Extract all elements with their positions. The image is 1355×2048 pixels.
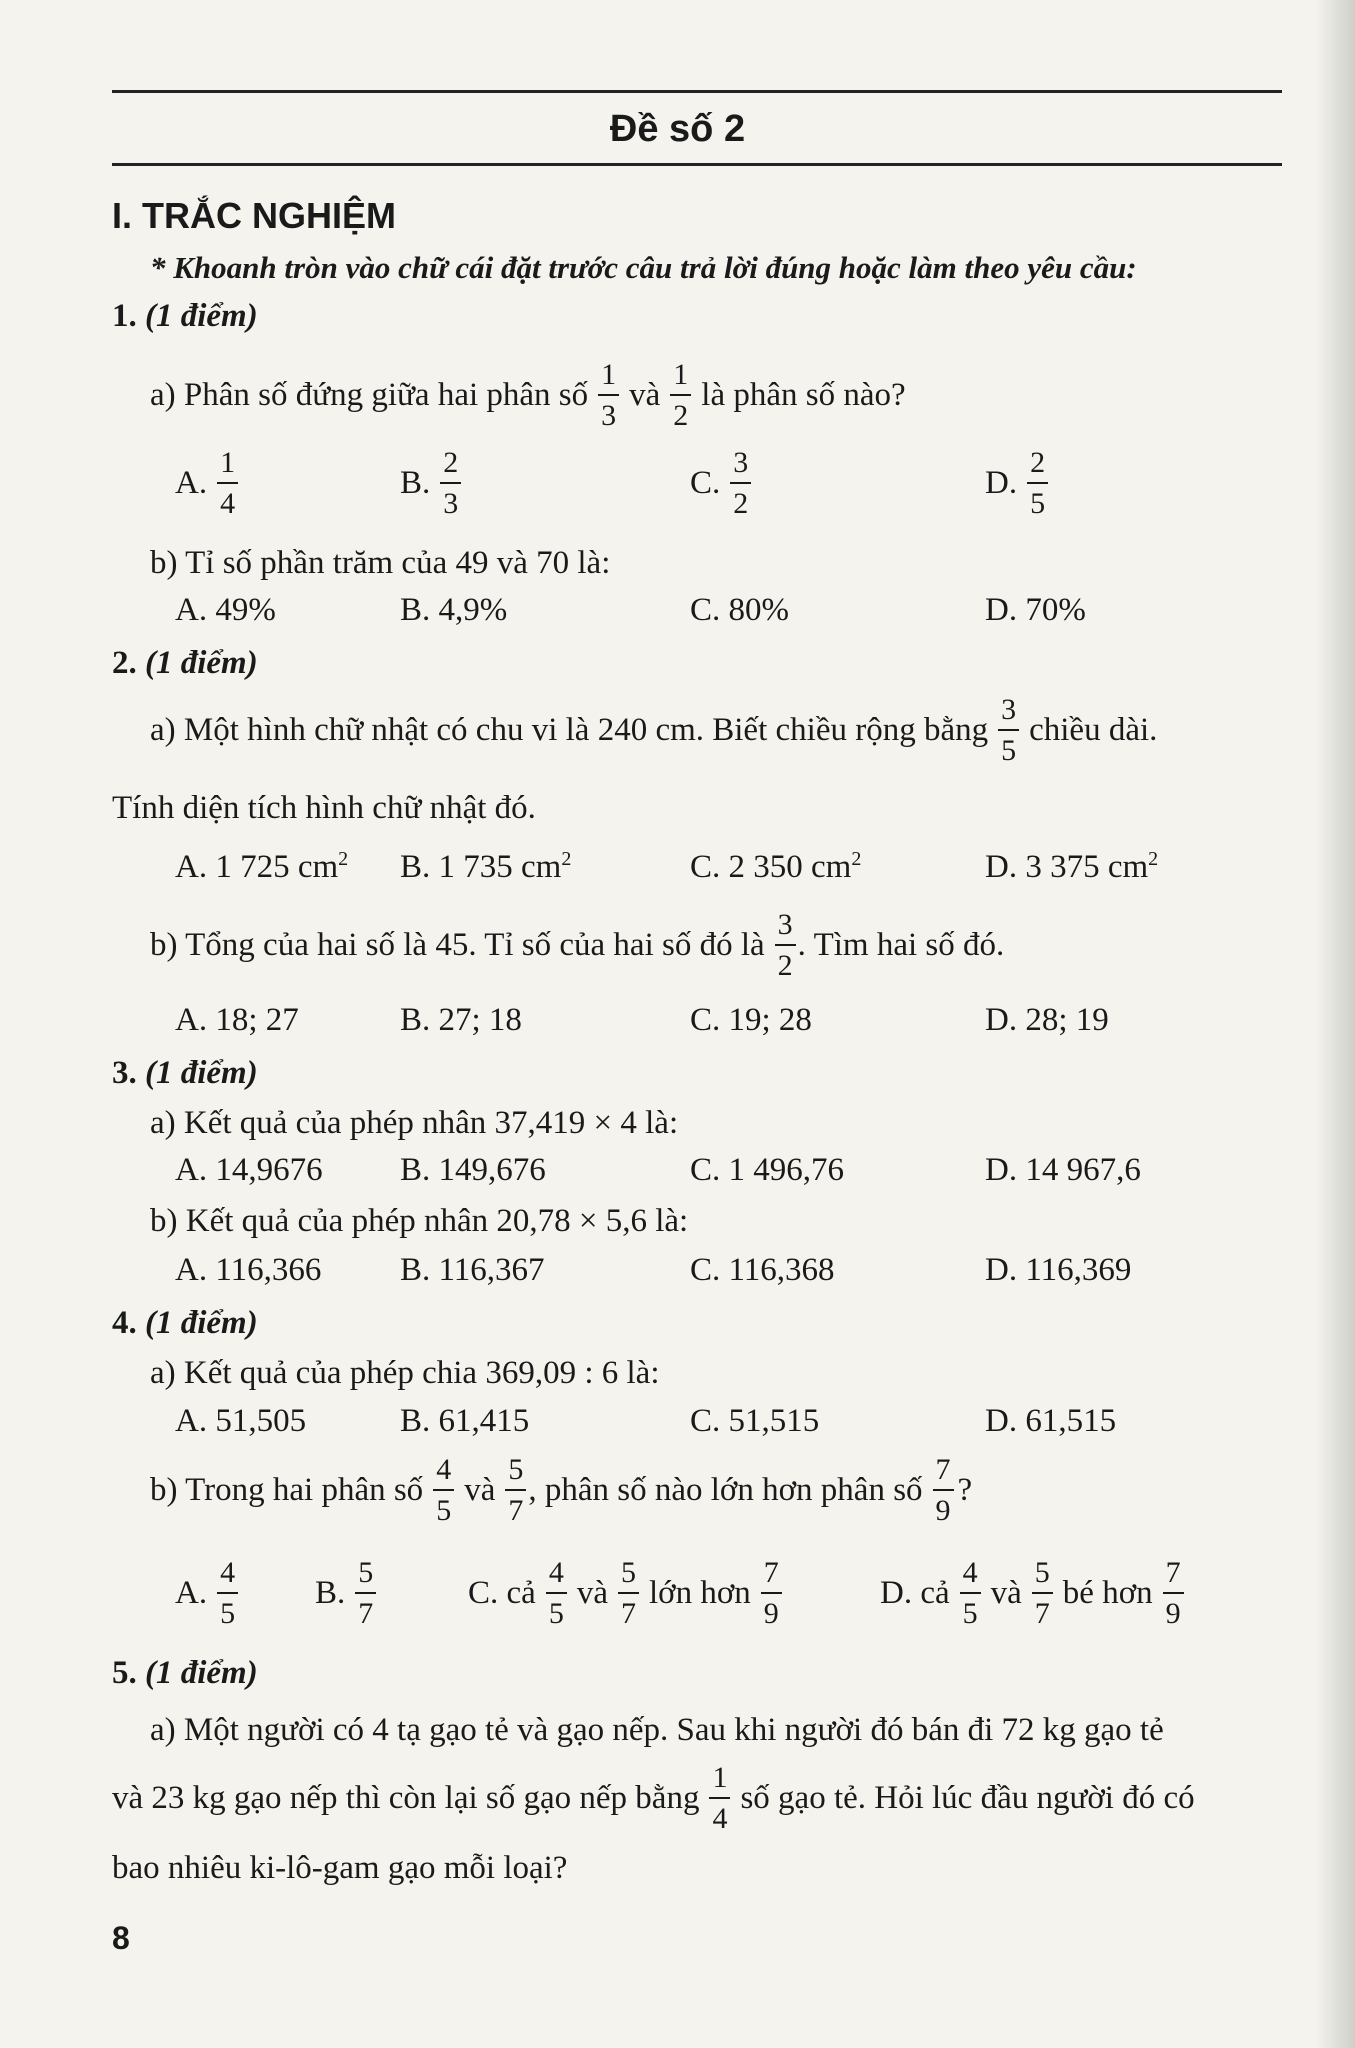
q2a-option-b[interactable]: B. 1 735 $cm^2$	[400, 848, 572, 885]
q1a-option-c[interactable]: C. $\frac{3}{2}$	[690, 448, 761, 519]
q1a-text-mid: và	[629, 377, 661, 413]
q1-points: (1 điểm)	[145, 298, 258, 334]
q1a-option-d[interactable]: D. $\frac{2}{5}$	[985, 448, 1058, 519]
q3b-option-d[interactable]: D. 116,369	[985, 1252, 1132, 1288]
q4a-option-d[interactable]: D. 61,515	[985, 1403, 1117, 1439]
q1a-option-b[interactable]: B. $\frac{2}{3}$	[400, 448, 471, 519]
fraction: $\frac{3}{2}$	[775, 910, 796, 981]
q3-number: 3.	[112, 1055, 137, 1091]
q1b-option-b[interactable]: B. 4,9%	[400, 592, 508, 628]
fraction: $\frac{1}{3}$	[598, 360, 619, 431]
q5-number: 5.	[112, 1655, 137, 1691]
q2a-option-d[interactable]: D. 3 375 $cm^2$	[985, 848, 1159, 885]
q4b-option-d[interactable]: D. cả $\frac{4}{5}$ và $\frac{5}{7}$ bé hơn $\frac{7}{9}$	[880, 1558, 1194, 1629]
q5a-text-post: số gạo tẻ. Hỏi lúc đầu người đó có	[740, 1780, 1195, 1816]
q2a-question	[150, 695, 1157, 766]
q4-number: 4.	[112, 1305, 137, 1341]
section-heading: I. TRẮC NGHIỆM	[112, 195, 396, 236]
q1a-question	[150, 360, 906, 431]
q2a-option-c[interactable]: C. 2 350 $cm^2$	[690, 848, 862, 885]
q3a-option-c[interactable]: C. 1 496,76	[690, 1152, 845, 1188]
q1-header	[112, 298, 258, 335]
q2-number: 2.	[112, 645, 137, 681]
fraction: $\frac{7}{9}$	[933, 1455, 954, 1526]
q2b-text-post: . Tìm hai số đó.	[797, 927, 1005, 963]
q2-points: (1 điểm)	[145, 645, 258, 681]
q4b-question	[150, 1455, 972, 1526]
q3a-option-a[interactable]: A. 14,9676	[175, 1152, 323, 1188]
q3a-question: a) Kết quả của phép nhân 37,419 × 4 là:	[150, 1105, 679, 1141]
q2a-question-line2: Tính diện tích hình chữ nhật đó.	[112, 790, 536, 826]
q3a-option-b[interactable]: B. 149,676	[400, 1152, 546, 1188]
q4-points: (1 điểm)	[145, 1305, 258, 1341]
q4a-question: a) Kết quả của phép chia 369,09 : 6 là:	[150, 1355, 660, 1391]
page-number: 8	[112, 1920, 130, 1956]
q4b-option-c[interactable]: C. cả $\frac{4}{5}$ và $\frac{5}{7}$ lớn hơn $\frac{7}{9}$	[468, 1558, 792, 1629]
page-title: Đề số 2	[609, 108, 746, 150]
q2b-option-c[interactable]: C. 19; 28	[690, 1002, 812, 1038]
fraction: $\frac{5}{7}$	[505, 1455, 526, 1526]
q5a-text-pre: và 23 kg gạo nếp thì còn lại số gạo nếp bằng	[112, 1780, 700, 1816]
q1b-question: b) Tỉ số phần trăm của 49 và 70 là:	[150, 545, 611, 581]
q4a-option-b[interactable]: B. 61,415	[400, 1403, 530, 1439]
q4-header	[112, 1305, 258, 1342]
q4b-option-a[interactable]: A. $\frac{4}{5}$	[175, 1558, 248, 1629]
q2-header	[112, 645, 258, 682]
page-edge-shadow	[1315, 0, 1355, 2048]
q3a-option-d[interactable]: D. 14 967,6	[985, 1152, 1141, 1188]
q2b-option-d[interactable]: D. 28; 19	[985, 1002, 1109, 1038]
q1-number: 1.	[112, 298, 137, 334]
q1a-option-a[interactable]: A. $\frac{1}{4}$	[175, 448, 248, 519]
q2b-option-b[interactable]: B. 27; 18	[400, 1002, 522, 1038]
q2a-text-pre: a) Một hình chữ nhật có chu vi là 240 cm. Biết chiều rộng bằng	[150, 712, 989, 748]
instruction: * Khoanh tròn vào chữ cái đặt trước câu trả lời đúng hoặc làm theo yêu cầu:	[150, 250, 1137, 285]
q5a-question-line1: a) Một người có 4 tạ gạo tẻ và gạo nếp. Sau khi người đó bán đi 72 kg gạo tẻ	[150, 1712, 1164, 1748]
q5a-question-line3: bao nhiêu ki-lô-gam gạo mỗi loại?	[112, 1850, 568, 1886]
q4b-text-mid2: , phân số nào lớn hơn phân số	[528, 1472, 923, 1508]
q1b-option-c[interactable]: C. 80%	[690, 592, 789, 628]
fraction: $\frac{3}{5}$	[998, 695, 1019, 766]
q2b-text-pre: b) Tổng của hai số là 45. Tỉ số của hai số đó là	[150, 927, 765, 963]
q2a-text-post: chiều dài.	[1029, 712, 1158, 748]
q2b-question	[150, 910, 1004, 981]
q4a-option-c[interactable]: C. 51,515	[690, 1403, 820, 1439]
fraction: $\frac{1}{4}$	[709, 1763, 730, 1834]
title-rule	[112, 163, 1282, 166]
q1a-text-post: là phân số nào?	[701, 377, 906, 413]
fraction: $\frac{1}{2}$	[670, 360, 691, 431]
q2a-option-a[interactable]: A. 1 725 $cm^2$	[175, 848, 349, 885]
q3b-option-b[interactable]: B. 116,367	[400, 1252, 545, 1288]
q4b-text-mid: và	[464, 1472, 496, 1508]
q5-points: (1 điểm)	[145, 1655, 258, 1691]
q3b-option-a[interactable]: A. 116,366	[175, 1252, 322, 1288]
q4b-text-post: ?	[957, 1472, 973, 1508]
q1b-option-d[interactable]: D. 70%	[985, 592, 1086, 628]
top-rule	[112, 90, 1282, 93]
q4b-option-b[interactable]: B. $\frac{5}{7}$	[315, 1558, 386, 1629]
q3-points: (1 điểm)	[145, 1055, 258, 1091]
q4a-option-a[interactable]: A. 51,505	[175, 1403, 307, 1439]
q3b-option-c[interactable]: C. 116,368	[690, 1252, 835, 1288]
q5a-question-line2	[112, 1763, 1195, 1834]
q1a-text-pre: a) Phân số đứng giữa hai phân số	[150, 377, 589, 413]
q3b-question: b) Kết quả của phép nhân 20,78 × 5,6 là:	[150, 1203, 689, 1239]
q5-header	[112, 1655, 258, 1692]
q2b-option-a[interactable]: A. 18; 27	[175, 1002, 299, 1038]
q1b-option-a[interactable]: A. 49%	[175, 592, 276, 628]
q3-header	[112, 1055, 258, 1092]
fraction: $\frac{4}{5}$	[433, 1455, 454, 1526]
q4b-text-pre: b) Trong hai phân số	[150, 1472, 424, 1508]
